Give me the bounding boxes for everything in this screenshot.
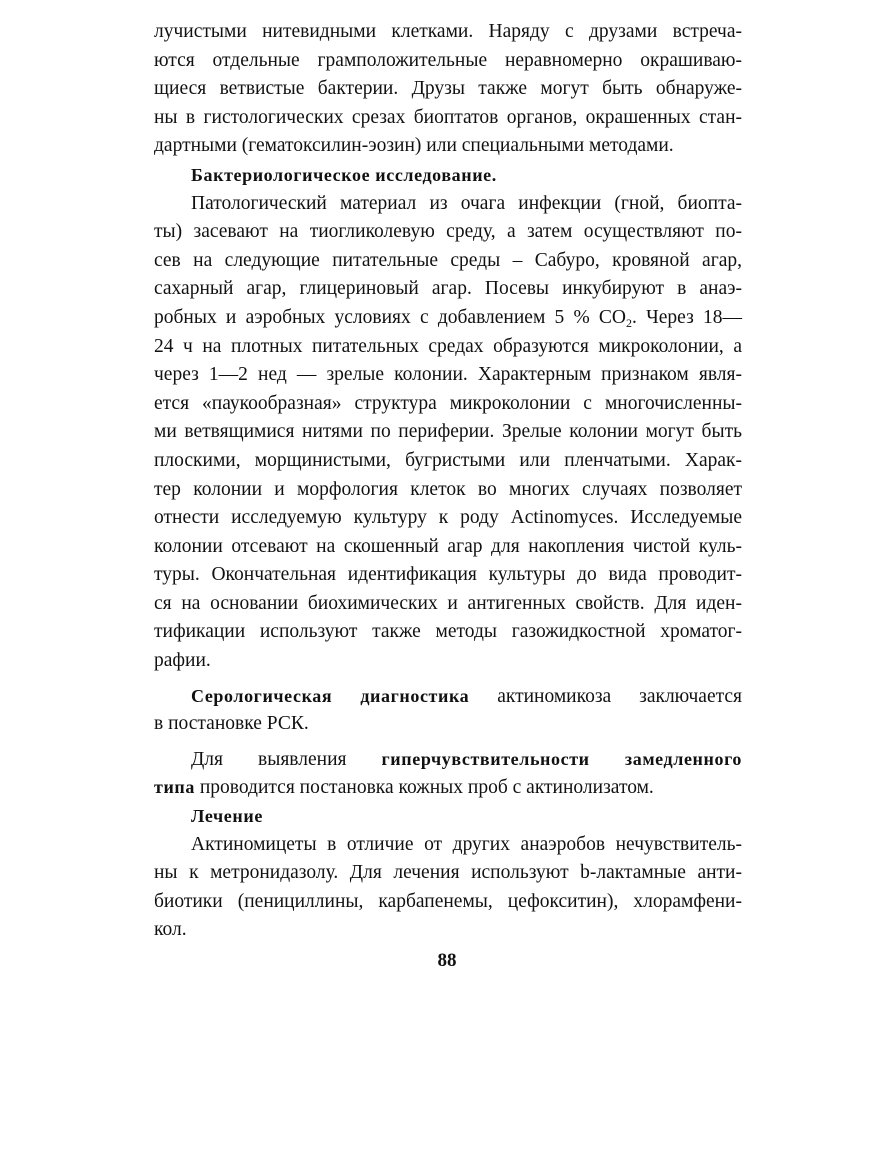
text-line: биотики (пенициллины, карбапенемы, цефокситин), хлорамфени- [154, 890, 742, 912]
text-line: сев на следующие питательные среды – Сабуро, кровяной агар, [154, 249, 742, 271]
text-line [154, 773, 742, 802]
paragraph-hypersensitivity [154, 745, 742, 802]
text-line: Патологический материал из очага инфекции (гной, биопта- [191, 192, 742, 214]
paragraph-treatment [154, 831, 742, 945]
text-line [154, 745, 742, 774]
text-line: рафии. [154, 650, 211, 672]
text-line: плоскими, морщинистыми, бугристыми или пленчатыми. Харак- [154, 449, 742, 471]
text-fragment: Для выявления [191, 748, 382, 770]
text-line: тер колонии и морфология клеток во многих случаях позволяет [154, 478, 742, 500]
bold-term: Серологическая диагностика [191, 685, 470, 706]
text-fragment: . Через 18— [632, 306, 742, 328]
text-line: щиеся ветвистые бактерии. Друзы также могут быть обнаруже- [154, 78, 742, 100]
text-line: колонии отсевают на скошенный агар для накопления чистой куль- [154, 535, 742, 557]
text-line: дартными (гематоксилин-эозин) или специальными методами. [154, 135, 674, 157]
section-heading-bacteriology: Бактериологическое исследование. [191, 164, 497, 185]
text-line: сахарный агар, глицериновый агар. Посевы инкубируют в анаэ- [154, 278, 742, 300]
text-line: ми ветвящимися нитями по периферии. Зрелые колонии могут быть [154, 421, 742, 443]
paragraph-serology [154, 682, 742, 739]
text-line-co2 [154, 304, 742, 333]
paragraph-intro [154, 18, 742, 161]
text-line [154, 682, 742, 711]
text-line: ется «паукообразная» структура микроколонии с многочисленны- [154, 392, 742, 414]
bold-term: типа [154, 777, 195, 798]
text-fragment: актиномикоза заключается [469, 685, 743, 707]
text-line: Актиномицеты в отличие от других анаэробов нечувствитель- [191, 833, 742, 855]
text-line: ты) засевают на тиогликолевую среду, а затем осуществляют по- [154, 221, 742, 243]
text-line: через 1—2 нед — зрелые колонии. Характерным признаком явля- [154, 364, 742, 386]
section-heading-treatment: Лечение [191, 806, 263, 827]
text-line: 24 ч на плотных питательных средах образуются микроколонии, а [154, 335, 742, 357]
text-line: туры. Окончательная идентификация культуры до вида проводит- [154, 564, 742, 586]
page-number: 88 [437, 950, 457, 971]
text-line: лучистыми нитевидными клетками. Наряду с друзами встреча- [154, 21, 742, 42]
text-line: ются отдельные грамположительные неравномерно окрашиваю- [154, 49, 742, 71]
text-fragment: проводится постановка кожных проб с актинолизатом. [194, 777, 654, 799]
text-line: в постановке РСК. [154, 713, 309, 735]
text-line: ся на основании биохимических и антигенных свойств. Для иден- [154, 592, 742, 614]
text-line: тификации используют также методы газожидкостной хроматог- [154, 621, 742, 643]
text-line: кол. [154, 919, 187, 941]
subscript: 2 [626, 315, 633, 330]
paragraph-bacteriology [154, 190, 742, 676]
bold-term: гиперчувствительности замедленного [381, 748, 742, 769]
text-line: ны к метронидазолу. Для лечения используют b-лактамные анти- [154, 862, 742, 884]
text-fragment: робных и аэробных условиях с добавлением 5 % CO [154, 306, 627, 328]
text-line: ны в гистологических срезах биоптатов органов, окрашенных стан- [154, 106, 742, 128]
text-line: отнести исследуемую культуру к роду Actinomyces. Исследуемые [154, 507, 742, 529]
page-body [154, 18, 742, 945]
